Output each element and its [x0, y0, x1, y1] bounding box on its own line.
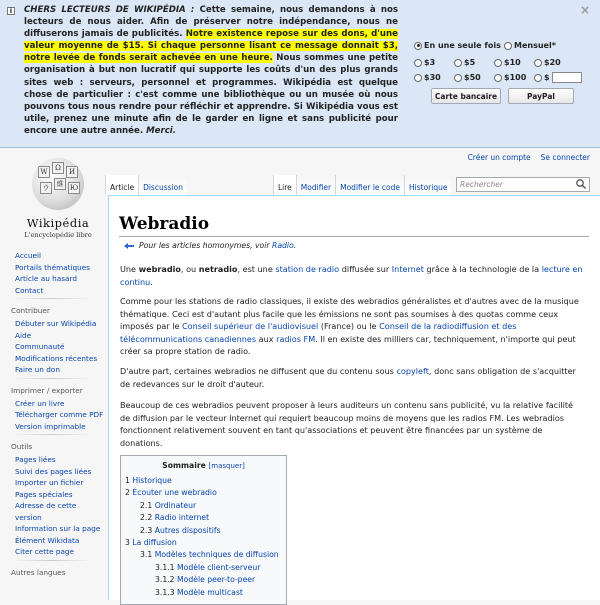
sidebar-item-contribute[interactable]: Modifications récentes — [15, 353, 98, 363]
article-link[interactable]: copyleft — [396, 366, 429, 376]
frequency-monthly-label: Mensuel* — [514, 41, 556, 50]
tab-read[interactable]: Lire — [273, 175, 296, 195]
sidebar-item-tools[interactable]: Importer un fichier — [15, 478, 84, 487]
page-title: Webradio — [119, 214, 589, 237]
paypal-button[interactable]: PayPal — [508, 88, 574, 104]
amount-option-30[interactable] — [414, 73, 454, 82]
sidebar-heading-print: Imprimer / exporter — [11, 385, 83, 395]
sidebar-item-contribute[interactable]: Faire un don — [15, 365, 60, 374]
sidebar-item-contribute[interactable]: Débuter sur Wikipédia — [15, 319, 97, 328]
table-of-contents — [120, 455, 287, 605]
toc-item[interactable] — [121, 562, 286, 574]
amount-label: $5 — [464, 58, 476, 67]
sidebar-heading-contribute: Contribuer — [11, 306, 50, 315]
amount-label: $50 — [464, 73, 481, 82]
sidebar-item-main[interactable]: Portails thématiques — [15, 262, 91, 272]
toc-item[interactable] — [121, 525, 286, 537]
toc-text: Modèles techniques de diffusion — [154, 550, 279, 560]
amount-label: $ — [544, 73, 550, 82]
toc-item[interactable] — [121, 475, 286, 487]
text-run: aux — [256, 333, 277, 344]
sidebar-heading-languages: Autres langues — [11, 567, 66, 577]
text-run: (France) ou le — [318, 321, 380, 332]
radio-icon — [414, 42, 422, 50]
tab-discussion[interactable]: Discussion — [138, 175, 187, 195]
hatnote-end: . — [293, 241, 297, 250]
toc-number: 2.1 — [140, 500, 153, 510]
toc-title: Sommaire — [162, 461, 206, 470]
hatnote — [123, 241, 296, 250]
tab-article[interactable]: Article — [105, 175, 138, 195]
text-run: . — [150, 276, 153, 287]
sidebar-separator — [11, 560, 93, 561]
toc-item[interactable] — [121, 487, 286, 499]
article-content — [108, 195, 600, 600]
text-run: , donc sans obligation de s'acquitter de redevances sur le droit d'auteur. — [120, 366, 576, 389]
toc-link[interactable] — [155, 563, 260, 572]
sidebar-item-print[interactable]: Créer un livre — [15, 398, 65, 408]
banner-thanks: Merci. — [146, 125, 177, 136]
toc-number: 3.1 — [140, 550, 153, 560]
search-icon[interactable] — [575, 178, 587, 190]
radio-icon — [414, 74, 422, 82]
sidebar-item-tools[interactable]: Adresse de cette version — [15, 501, 77, 522]
amount-option-100[interactable] — [494, 73, 534, 82]
namespace-tabs — [105, 175, 187, 195]
article-link[interactable]: station de radio — [275, 264, 340, 274]
globe-glyph: Ю — [69, 184, 79, 192]
radio-icon — [504, 42, 512, 50]
banner-message — [24, 4, 398, 137]
banner-heading: CHERS LECTEURS DE WIKIPÉDIA : — [24, 5, 200, 15]
frequency-once-option[interactable] — [414, 41, 504, 50]
paragraph-advertising — [120, 399, 585, 449]
close-icon[interactable]: × — [579, 3, 590, 17]
create-account-link[interactable]: Créer un compte — [467, 153, 531, 162]
paragraph-copyleft — [120, 365, 585, 390]
toc-text: La diffusion — [132, 537, 177, 547]
toc-number: 3.1.1 — [155, 562, 175, 572]
view-tabs — [273, 175, 451, 195]
text-run: Une — [120, 264, 139, 274]
amount-label: $20 — [544, 58, 561, 67]
sidebar-separator — [11, 378, 93, 379]
toc-toggle[interactable]: [masquer] — [208, 462, 245, 470]
sidebar-item-main[interactable]: Accueil — [15, 251, 42, 260]
toc-item[interactable] — [121, 587, 286, 599]
radio-icon — [454, 74, 462, 82]
radio-icon — [534, 74, 542, 82]
radio-icon — [414, 59, 422, 67]
sidebar-item-tools[interactable]: Pages liées — [15, 455, 56, 464]
toc-text: Modèle multicast — [177, 587, 243, 597]
article-link[interactable]: Internet — [391, 264, 424, 274]
toc-link[interactable] — [125, 488, 217, 497]
toc-list — [121, 475, 286, 599]
amount-label: $100 — [504, 73, 527, 82]
paragraph-intro — [120, 263, 585, 288]
sidebar-separator — [11, 298, 93, 299]
toc-number: 2 — [125, 488, 130, 498]
bold-term: netradio — [198, 264, 238, 274]
amount-label: $30 — [424, 73, 441, 82]
sidebar-item-tools[interactable]: Information sur la page — [15, 524, 101, 533]
radio-icon — [494, 59, 502, 67]
toc-number: 3 — [125, 537, 130, 547]
fundraising-banner — [0, 0, 600, 148]
sidebar-item-print[interactable]: Version imprimable — [15, 421, 86, 431]
text-run: Beaucoup de ces webradios peuvent proposer à leurs auditeurs un contenu sans publicité, vu la relative facilité de diffusion par le vecteur Internet qui requiert beaucoup moins de moyens que les radios FM. Les webradios fonctionnent relativement souvent en tant qu'associations et peuvent être financées par un système de donations. — [120, 400, 574, 448]
toc-item[interactable] — [121, 574, 286, 586]
toc-link[interactable] — [155, 588, 243, 597]
text-run: diffusée sur — [339, 264, 392, 274]
globe-glyph: И — [66, 166, 78, 178]
radio-icon — [534, 59, 542, 67]
sidebar — [0, 250, 105, 580]
other-amount-input[interactable] — [552, 72, 582, 83]
toc-link[interactable] — [125, 538, 177, 547]
toc-number: 1 — [125, 476, 130, 485]
sidebar-item-main[interactable]: Article au hasard — [15, 274, 78, 283]
amount-option-3[interactable] — [414, 58, 454, 67]
amount-option-other[interactable] — [534, 72, 582, 83]
banner-highlight: Notre existence repose sur des dons, d'une valeur moyenne de $15. Si chaque personne lisant ce message donnait $3, notre levée de fonds serait achevée en une heure. — [24, 29, 398, 64]
toc-text: Radio internet — [154, 513, 210, 523]
bold-term: webradio — [138, 264, 181, 274]
amount-label: $3 — [424, 58, 436, 67]
credit-card-button[interactable]: Carte bancaire — [431, 88, 501, 104]
sidebar-item-contribute[interactable]: Communauté — [15, 342, 65, 351]
globe-glyph: ウ — [40, 182, 52, 194]
toc-text: Historique — [132, 476, 172, 485]
amount-option-50[interactable] — [454, 73, 494, 82]
tab-edit-source[interactable]: Modifier le code — [335, 175, 404, 195]
info-icon: i — [7, 7, 15, 15]
banner-text-main: Cette semaine, nous demandons à nos lecteurs de nous aider. Afin de préserver notre indépendance, nous ne diffuserons jamais de publicités. — [24, 5, 399, 40]
amount-option-20[interactable] — [534, 58, 574, 67]
sidebar-separator — [11, 434, 93, 435]
radio-icon — [494, 74, 502, 82]
wikipedia-logo[interactable] — [14, 158, 102, 244]
article-link[interactable]: Conseil de la radiodiffusion et des télécommunications canadiennes — [120, 321, 517, 344]
text-run: . Il en existe des milliers car, techniquement, n'importe qui peut créer sa propre station de radio. — [120, 333, 576, 357]
text-run: , ou — [180, 264, 199, 274]
toc-item[interactable] — [121, 500, 286, 512]
globe-glyph: 維 — [54, 178, 66, 190]
sidebar-heading-tools: Outils — [11, 442, 33, 451]
sidebar-item-main[interactable]: Contact — [15, 285, 44, 295]
globe-glyph: Ω — [52, 162, 64, 174]
toc-link[interactable] — [140, 526, 221, 535]
amount-option-5[interactable] — [454, 58, 494, 67]
toc-text: Modèle peer-to-peer — [177, 575, 256, 585]
toc-text: Écouter une webradio — [132, 488, 217, 498]
text-run: D'autre part, certaines webradios ne diffusent que du contenu sous — [120, 366, 397, 376]
toc-item[interactable] — [121, 537, 286, 549]
toc-number: 3.1.3 — [155, 587, 175, 597]
frequency-once-label: En une seule fois — [424, 41, 501, 50]
article-link[interactable]: radios FM — [276, 333, 316, 344]
login-link[interactable]: Se connecter — [540, 153, 590, 162]
sidebar-item-print[interactable]: Télécharger comme PDF — [15, 410, 104, 419]
amount-label: $10 — [504, 58, 521, 67]
toc-link[interactable] — [140, 513, 209, 522]
tab-history[interactable]: Historique — [404, 175, 451, 195]
toc-text: Autres dispositifs — [154, 525, 221, 535]
toc-text: Modèle client-serveur — [177, 562, 261, 572]
toc-number: 3.1.2 — [155, 575, 175, 585]
text-run: grâce à la technologie de la — [423, 264, 542, 274]
donation-form — [414, 38, 594, 85]
personal-tools — [468, 153, 590, 162]
toc-link[interactable] — [125, 476, 172, 485]
hatnote-text: Pour les articles homonymes, voir — [139, 241, 272, 250]
toc-link[interactable] — [140, 501, 196, 510]
toc-number: 2.3 — [140, 525, 153, 535]
sidebar-item-tools[interactable]: Citer cette page — [15, 547, 75, 556]
sidebar-item-contribute[interactable]: Aide — [15, 330, 32, 340]
text-run: Comme pour les stations de radio classiques, il existe des webradios généralistes et d'autres avec de la musique thématique. Ceci est d'autant plus facile que les émissions ne sont pas soumises à des quotas comme ceux imposés par le — [120, 296, 579, 332]
globe-icon — [32, 158, 84, 210]
text-run: , est une — [237, 264, 276, 274]
toc-text: Ordinateur — [154, 500, 197, 510]
hatnote-link[interactable]: Radio — [272, 241, 294, 250]
amount-option-10[interactable] — [494, 58, 534, 67]
sidebar-item-tools[interactable]: Élément Wikidata — [15, 535, 80, 545]
radio-icon — [454, 59, 462, 67]
paragraph-themes — [120, 295, 585, 358]
tab-edit[interactable]: Modifier — [296, 175, 335, 195]
toc-link[interactable] — [140, 550, 279, 559]
article-link[interactable]: Conseil supérieur de l'audiovisuel — [182, 321, 319, 332]
sidebar-item-tools[interactable]: Suivi des pages liées — [15, 466, 92, 476]
toc-link[interactable] — [155, 575, 255, 584]
logo-wordmark: Wikipédia — [26, 216, 90, 230]
sidebar-item-tools[interactable]: Pages spéciales — [15, 489, 73, 499]
article-link[interactable]: lecture en continu — [120, 264, 583, 287]
disambiguation-icon — [123, 242, 135, 250]
toc-item[interactable] — [121, 512, 286, 524]
toc-item[interactable] — [121, 549, 286, 561]
search-input[interactable]: Rechercher — [456, 177, 590, 192]
frequency-monthly-option[interactable] — [504, 41, 556, 50]
toc-number: 2.2 — [140, 513, 153, 523]
banner-text-after: Nous sommes une petite organisation à but non lucratif qui supporte les coûts d'un des plus grands sites web : serveurs, personnel et programmes. Wikipédia est quelque chose de particulier : c'est comme une bibliothèque ou un musée où nous pouvons tous nous rendre pour réfléchir et apprendre. Si Wikipédia vous est utile, prenez une minute afin de le garder en ligne et sans publicité pour encore une autre année. — [24, 53, 398, 136]
logo-tagline: L'encyclopédie libre — [24, 231, 92, 239]
globe-glyph: W — [38, 166, 50, 178]
